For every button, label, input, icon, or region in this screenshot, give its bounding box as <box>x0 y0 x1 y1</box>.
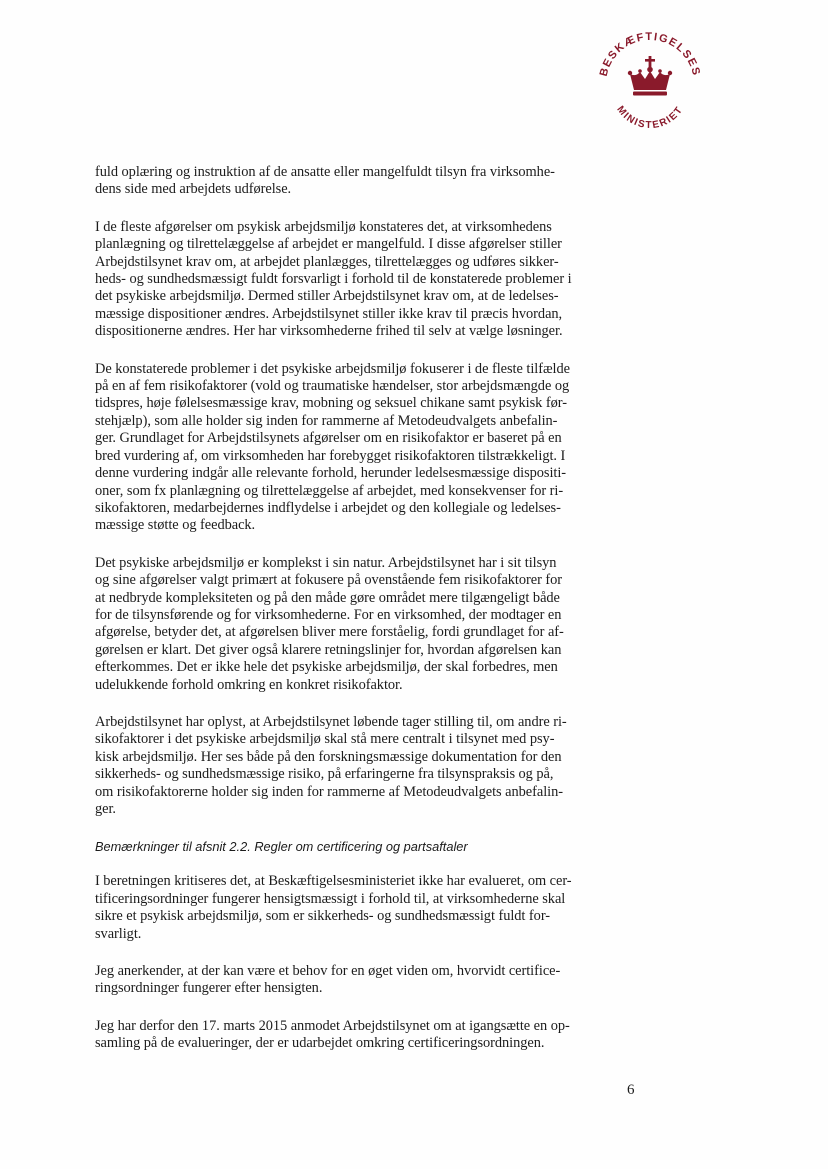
paragraph: Arbejdstilsynet har oplyst, at Arbejdstilsynet løbende tager stilling til, om andre ri- sikofaktorer i det psykiske arbejdsmiljø skal stå mere centralt i tilsynet med psy- kisk arbejdsmiljø. Her ses både på den forskningsmæssige dokumentation for den sikkerheds- og sundhedsmæssige risiko, på erfaringerne fra tilsynspraksis og på, om risikofaktorerne holder sig inden for rammerne af Metodeudvalgets anbefalin- ger. <box>95 713 567 817</box>
paragraph: Det psykiske arbejdsmiljø er komplekst i sin natur. Arbejdstilsynet har i sit tilsyn og sine afgørelser valgt primært at fokusere på ovenstående fem risikofaktorer for at nedbryde kompleksiteten og på den måde gøre området mere tilgængeligt både for de tilsynsførende og for virksomhederne. For en virksomhed, der modtager en afgørelse, betyder det, at afgørelsen bliver mere forståelig, fordi grundlaget for af- gørelsen er klart. Det giver også klarere retningslinjer for, hvordan afgørelsen kan efterkommes. Det er ikke hele det psykiske arbejdsmiljø, der skal forbedres, men udelukkende forhold omkring en konkret risikofaktor. <box>95 554 564 693</box>
paragraph: De konstaterede problemer i det psykiske arbejdsmiljø fokuserer i de fleste tilfælde på en af fem risikofaktorer (vold og traumatiske hændelser, stor arbejdsmængde og tidspres, høje følelsesmæssige krav, mobning og seksuel chikane samt psykisk før- stehjælp), som alle holder sig inden for rammerne af Metodeudvalgets anbefalin- ger. Grundlaget for Arbejdstilsynets afgørelser om en risikofaktor er baseret på en bred vurdering af, om virksomheden har forebygget risikofaktoren tilstrækkeligt. I denne vurdering indgår alle relevante forhold, herunder ledelsesmæssige dispositi- oner, som fx planlægning og tilrettelæggelse af arbejdet, med konsekvenser for ri- sikofaktoren, medarbejdernes indflydelse i arbejdet og den kollegiale og ledelses- mæssige støtte og feedback. <box>95 360 570 534</box>
crown-icon <box>590 20 710 140</box>
paragraph: I de fleste afgørelser om psykisk arbejdsmiljø konstateres det, at virksomhedens planlægning og tilrettelæggelse af arbejdet er mangelfuld. I disse afgørelser stiller Arbejdstilsynet krav om, at arbejdet planlægges, tilrettelægges og udføres sikker- heds- og sundhedsmæssigt fuldt forsvarligt i forhold til de konstaterede problemer i det psykiske arbejdsmiljø. Dermed stiller Arbejdstilsynet krav om, at de ledelses- mæssige dispositioner ændres. Arbejdstilsynet stiller ikke krav til præcis hvordan, dispositionerne ændres. Her har virksomhederne frihed til selv at vælge løsninger. <box>95 218 572 340</box>
paragraph: fuld oplæring og instruktion af de ansatte eller mangelfuldt tilsyn fra virksomhe- dens side med arbejdets udførelse. <box>95 164 555 198</box>
section-heading: Bemærkninger til afsnit 2.2. Regler om certificering og partsaftaler <box>95 839 468 855</box>
logo-ring-text-top: BESKÆFTIGELSES <box>597 30 703 78</box>
paragraph: Jeg anerkender, at der kan være et behov for en øget viden om, hvorvidt certifice- ringsordninger fungerer efter hensigten. <box>95 963 561 997</box>
paragraph: Jeg har derfor den 17. marts 2015 anmodet Arbejdstilsynet om at igangsætte en op- samling på de evalueringer, der er udarbejdet omkring certificeringsordningen. <box>95 1017 570 1052</box>
logo-ring-text-bottom: MINISTERIET <box>614 104 686 132</box>
page-number: 6 <box>627 1082 635 1098</box>
paragraph: I beretningen kritiseres det, at Beskæftigelsesministeriet ikke har evalueret, om cer- tificeringsordninger fungerer hensigtsmæssigt i forhold til, at virksomhederne skal sikre et psykisk arbejdsmiljø, som er sikkerheds- og sundhedsmæssigt fuldt for- svarligt. <box>95 873 572 942</box>
ministry-logo <box>590 20 710 140</box>
letter-body <box>95 164 587 1073</box>
svg-text:MINISTERIET <box>614 104 685 131</box>
